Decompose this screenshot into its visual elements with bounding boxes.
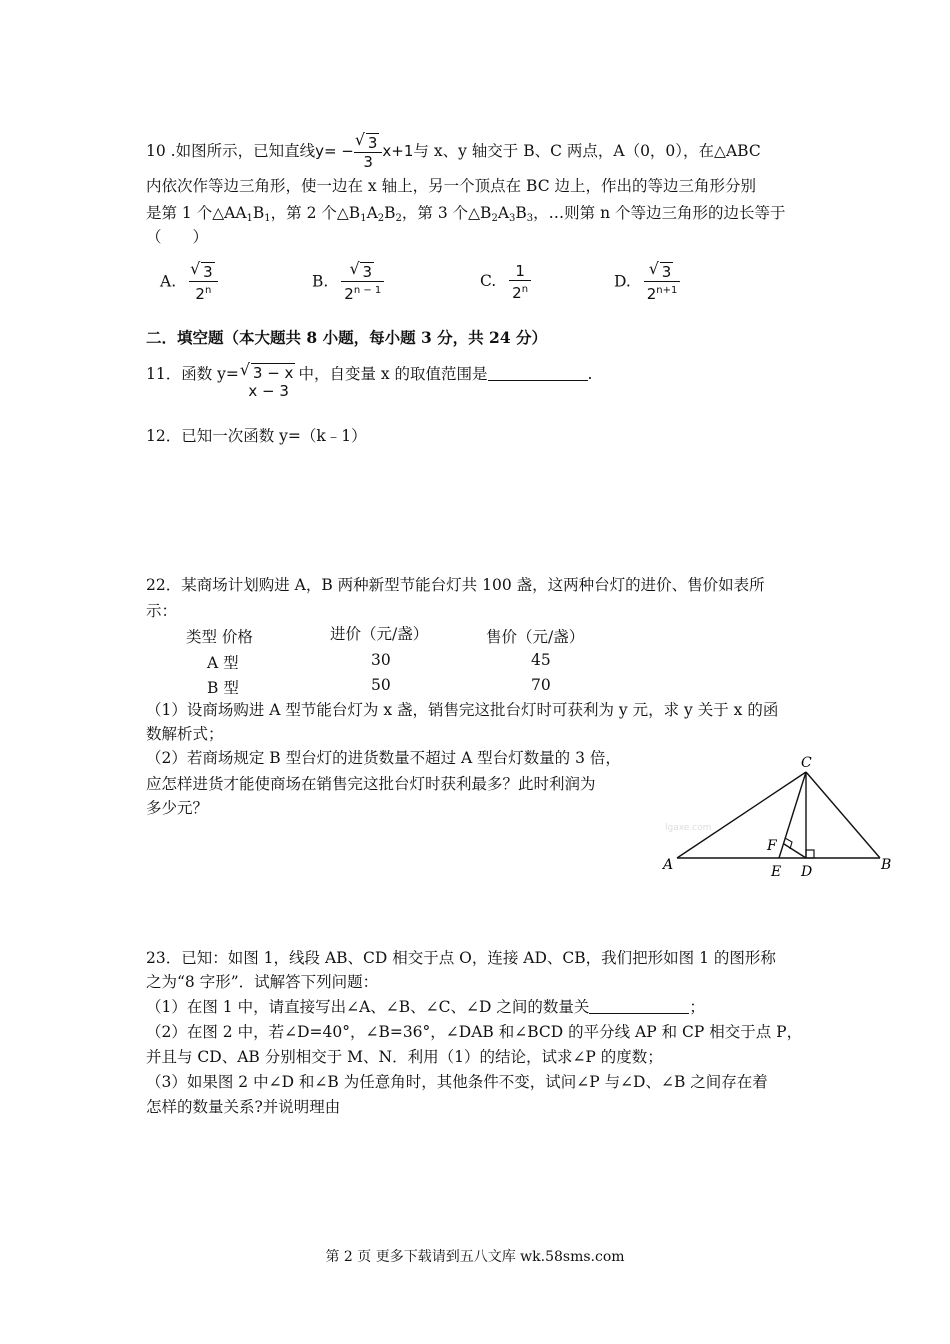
q22-p1-line1: （1）设商场购进 A 型节能台灯为 x 盏，销售完这批台灯时可获利为 y 元，求 y 关于 x 的函	[146, 701, 779, 719]
option-b-fraction	[341, 262, 384, 303]
option-label: A.	[160, 272, 177, 291]
q10-eq-tail: x+1	[382, 142, 414, 160]
option-num: √ 3	[360, 262, 374, 281]
table-header-type: 类型 价格	[186, 628, 253, 646]
q11-answer-blank	[488, 365, 588, 381]
option-b	[312, 262, 384, 303]
option-a	[160, 262, 218, 303]
table-cell: 45	[531, 651, 551, 669]
table-cell: B 型	[207, 679, 239, 697]
q23-line7: 怎样的数量关系?并说明理由	[146, 1098, 341, 1116]
segment-ce	[779, 772, 806, 858]
q11-end: .	[587, 365, 593, 383]
q22-p2-line1: （2）若商场规定 B 型台灯的进货数量不超过 A 型台灯数量的 3 倍，	[146, 749, 621, 767]
q10-eq-fraction	[354, 133, 383, 171]
option-den: 2	[512, 284, 522, 302]
q11-pre: 11．函数 y=	[146, 365, 239, 383]
option-num: √ 3	[201, 262, 215, 281]
figure-label: D	[801, 864, 813, 878]
q11-num: √ 3 − x	[251, 363, 296, 382]
option-den: 2	[195, 285, 205, 303]
option-exp: n − 1	[353, 285, 382, 296]
sub: 2	[491, 213, 498, 224]
q23-line1: 23．已知：如图 1，线段 AB、CD 相交于点 O，连接 AD、CB，我们把形如图 1 的图形称	[146, 949, 776, 967]
option-exp: n	[204, 285, 212, 296]
q11-fraction	[239, 363, 299, 400]
option-label: C.	[480, 272, 497, 290]
triangle-figure	[655, 748, 905, 878]
option-label: D.	[614, 272, 631, 291]
q10-paren: （ ）	[146, 228, 209, 246]
q10-line1	[146, 133, 761, 171]
segment-df	[784, 844, 806, 858]
sub: 2	[377, 213, 385, 224]
q10-l3e: B	[384, 204, 396, 222]
q10-line2: 内依次作等边三角形，使一边在 x 轴上，另一个顶点在 BC 边上，作出的等边三角形分别	[146, 177, 756, 195]
page-footer: 第 2 页 更多下载请到五八文库 wk.58sms.com	[325, 1249, 625, 1265]
table-cell: 50	[371, 676, 391, 694]
q10-l3c: ，第 2 个△B	[270, 204, 361, 222]
option-exp: n	[521, 284, 529, 295]
table-cell: 30	[371, 651, 391, 669]
figure-label: A	[663, 857, 674, 873]
right-angle-d	[806, 850, 814, 858]
option-c-fraction	[509, 262, 531, 302]
q22-line2: 示：	[146, 602, 178, 620]
q10-eq-den: 3	[354, 152, 383, 171]
q10-l3g: A	[497, 204, 510, 222]
option-c	[480, 262, 531, 302]
table-header-sale: 售价（元/盏）	[486, 628, 585, 646]
q10-post: 与 x、y 轴交于 B、C 两点，A（0，0），在△ABC	[413, 142, 761, 160]
q22-p1-line2: 数解析式；	[146, 725, 224, 743]
option-d-fraction	[644, 262, 681, 303]
figure-label: F	[767, 838, 777, 854]
option-den: 2	[344, 285, 354, 303]
q10-l3d: A	[366, 204, 378, 222]
sub: 1	[246, 213, 253, 224]
figure-label: E	[771, 864, 782, 878]
figure-label: C	[801, 755, 812, 771]
option-d	[614, 262, 680, 303]
q23-line3-end: ；	[689, 998, 705, 1016]
q22-line1: 22．某商场计划购进 A，B 两种新型节能台灯共 100 盏，这两种台灯的进价、售价如表所	[146, 576, 765, 594]
table-cell: A 型	[207, 654, 239, 672]
q11-post: 中，自变量 x 的取值范围是	[298, 365, 488, 383]
q10-eq-lhs: y= −	[315, 142, 354, 160]
q10-pre: 10 .如图所示，已知直线	[146, 142, 316, 160]
q10-l3h: B	[515, 204, 527, 222]
segment-cb	[806, 772, 880, 858]
q23-line6: （3）如果图 2 中∠D 和∠B 为任意角时，其他条件不变，试问∠P 与∠D、∠B 之间存在着	[146, 1073, 768, 1091]
option-num: 1	[515, 262, 525, 280]
q23-line3-text: （1）在图 1 中，请直接写出∠A、∠B、∠C、∠D 之间的数量关	[146, 998, 590, 1016]
q11-den: x − 3	[248, 382, 289, 400]
sub: 2	[395, 213, 402, 224]
q22-p2-line3: 多少元？	[146, 799, 209, 817]
figure-watermark: lgaxe.com	[665, 823, 712, 833]
sub: 1	[264, 213, 271, 224]
q22-p2-line2: 应怎样进货才能使商场在销售完这批台灯时获利最多？此时利润为	[146, 775, 596, 793]
q11	[146, 363, 592, 400]
table-header-cost: 进价（元/盏）	[330, 625, 429, 643]
option-label: B.	[312, 272, 329, 291]
q10-eq-num: √ 3	[366, 133, 380, 152]
section2-title: 二．填空题（本大题共 8 小题，每小题 3 分，共 24 分）	[146, 328, 548, 347]
sub: 1	[360, 213, 367, 224]
table-cell: 70	[531, 676, 551, 694]
q12: 12．已知一次函数 y=（k﹣1）	[146, 427, 367, 445]
q10-l3f: ，第 3 个△B	[401, 204, 492, 222]
sub: 3	[509, 213, 516, 224]
q23-line5: 并且与 CD、AB 分别相交于 M、N．利用（1）的结论，试求∠P 的度数；	[146, 1048, 663, 1066]
q10-l3b: B	[252, 204, 265, 222]
sub: 3	[526, 213, 534, 224]
q23-line2: 之为“8 字形”．试解答下列问题：	[146, 973, 379, 991]
q10-l3i: ，…则第 n 个等边三角形的边长等于	[533, 204, 786, 222]
option-den: 2	[646, 285, 657, 303]
q23-answer-blank	[589, 998, 689, 1014]
figure-label: B	[881, 857, 892, 873]
q23-line4: （2）在图 2 中，若∠D=40°，∠B=36°，∠DAB 和∠BCD 的平分线 AP 和 CP 相交于点 P，	[146, 1023, 803, 1041]
q10-l3a: 是第 1 个△AA	[146, 204, 247, 222]
q23-line3	[146, 996, 705, 1018]
option-exp: n+1	[656, 285, 678, 296]
q10-line3	[146, 202, 786, 230]
option-a-fraction	[189, 262, 218, 303]
option-num: √ 3	[660, 262, 674, 281]
